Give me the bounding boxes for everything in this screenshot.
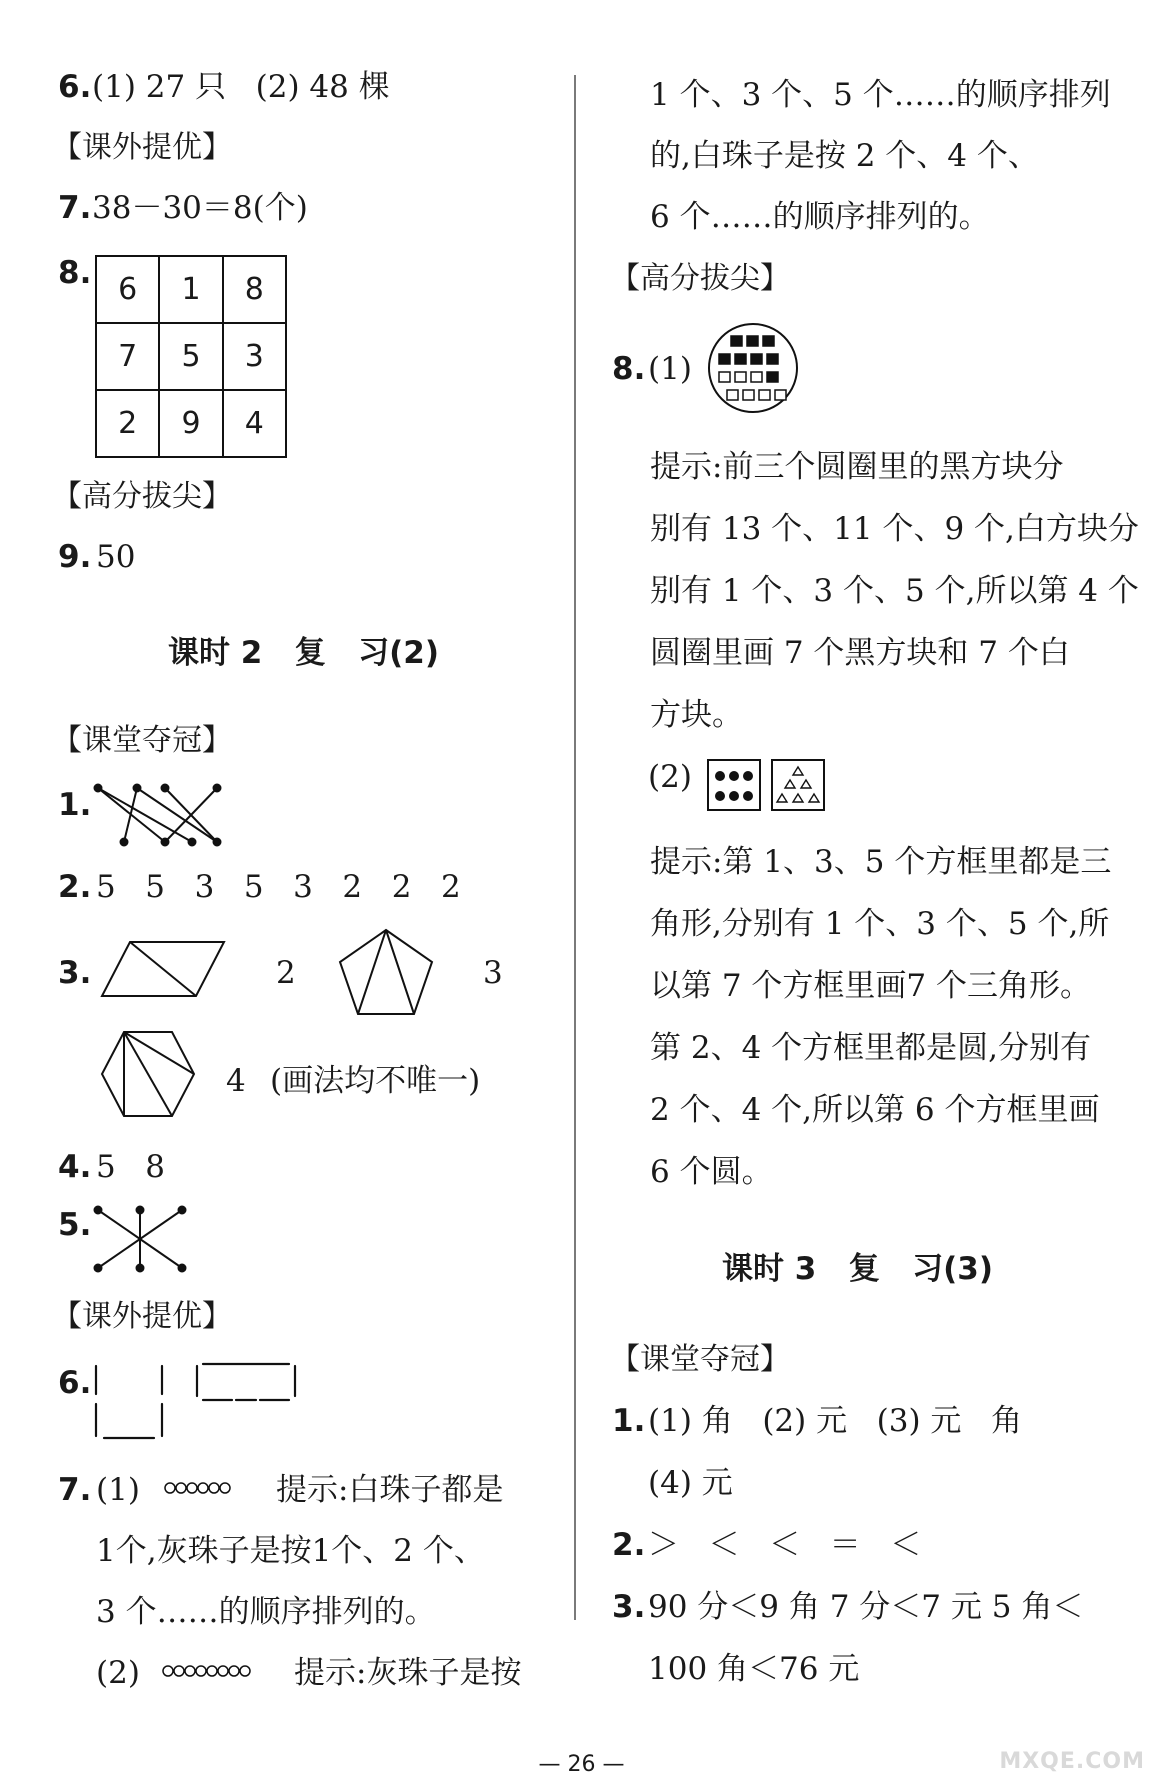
grid-cell: 7: [96, 323, 159, 390]
column-divider: [574, 75, 576, 1620]
answer-text: 1个,灰珠子是按1个、2 个、: [96, 1533, 485, 1569]
hint-line: 别有 13 个、11 个、9 个,白方块分: [650, 511, 1139, 547]
watermark: MXQE.COM: [999, 1749, 1145, 1774]
section-heading: 【高分拔尖】: [610, 261, 790, 296]
section-heading: 【课堂夺冠】: [610, 1342, 790, 1377]
answer-text: 6 个……的顺序排列的。: [650, 199, 990, 235]
answer-text: 提示:灰珠子是按: [294, 1655, 522, 1691]
item-number: 5.: [58, 1207, 92, 1243]
answer-text: (1) 角 (2) 元 (3) 元 角: [648, 1403, 1022, 1439]
answer-text: (1): [648, 351, 692, 387]
answer-text: 3: [483, 955, 503, 991]
section-heading: 【高分拔尖】: [52, 479, 232, 514]
item-number: 4.: [58, 1149, 92, 1185]
answer-text: (1) 27 只 (2) 48 棵: [92, 69, 390, 105]
answer-text: 的,白珠子是按 2 个、4 个、: [650, 138, 1039, 174]
lesson-title: 课时 2 复 习(2): [168, 635, 440, 671]
item-number: 7.: [58, 1472, 92, 1508]
hint-line: 2 个、4 个,所以第 6 个方框里画: [650, 1092, 1100, 1128]
item-number: 8.: [612, 351, 646, 387]
item-number: 3.: [58, 955, 92, 991]
connecting-lines-figure: [92, 1202, 188, 1276]
hint-line: 以第 7 个方框里画7 个三角形。: [650, 968, 1092, 1004]
grid-cell: 3: [223, 323, 286, 390]
answer-text: 3 个……的顺序排列的。: [96, 1594, 436, 1630]
item-number: 1.: [58, 787, 92, 823]
item-number: 2.: [58, 869, 92, 905]
grid-cell: 8: [223, 256, 286, 323]
answer-text: (1): [96, 1472, 140, 1508]
answer-note: (画法均不唯一): [270, 1063, 481, 1099]
box-shapes-figure: [706, 756, 826, 814]
hint-line: 圆圈里画 7 个黑方块和 7 个白: [650, 635, 1070, 671]
section-heading: 【课堂夺冠】: [52, 723, 232, 758]
grid-cell: 2: [96, 390, 159, 457]
hint-line: 角形,分别有 1 个、3 个、5 个,所: [650, 906, 1110, 942]
grid-cell: 6: [96, 256, 159, 323]
parallelogram-figure: [100, 938, 230, 1000]
pentagon-figure: [336, 926, 436, 1018]
item-number: 9.: [58, 539, 92, 575]
bead-row-1: [164, 1480, 236, 1496]
answer-text: (2): [96, 1655, 140, 1691]
hint-line: 提示:前三个圆圈里的黑方块分: [650, 449, 1064, 485]
hint-line: 方块。: [650, 697, 743, 733]
hint-line: 提示:第 1、3、5 个方框里都是三: [650, 844, 1112, 880]
grid-cell: 4: [223, 390, 286, 457]
answer-text: 提示:白珠子都是: [276, 1472, 504, 1508]
hint-line: 第 2、4 个方框里都是圆,分别有: [650, 1030, 1092, 1066]
answer-text: 5 8: [96, 1149, 166, 1185]
answer-text: (2): [648, 759, 692, 795]
circle-squares-figure: [705, 320, 801, 416]
answer-text: (4) 元: [648, 1465, 733, 1501]
item-number: 7.: [58, 190, 92, 226]
section-heading: 【课外提优】: [52, 130, 232, 165]
page-number: — 26 —: [538, 1752, 625, 1777]
magic-square-grid: [95, 255, 287, 458]
bead-row-2: [162, 1663, 258, 1679]
item-number: 2.: [612, 1527, 646, 1563]
hexagon-figure: [98, 1028, 198, 1120]
answer-text: 2: [276, 955, 296, 991]
hint-line: 6 个圆。: [650, 1154, 773, 1190]
answer-text: 38－30＝8(个): [92, 190, 308, 226]
answer-text: 100 角＜76 元: [648, 1651, 860, 1687]
answer-text: 90 分＜9 角 7 分＜7 元 5 角＜: [648, 1589, 1084, 1625]
item-number: 6.: [58, 1365, 92, 1401]
hint-line: 别有 1 个、3 个、5 个,所以第 4 个: [650, 573, 1139, 609]
grid-cell: 5: [159, 323, 222, 390]
grid-cell: 1: [159, 256, 222, 323]
answer-text: 4: [226, 1063, 246, 1099]
answer-text: 1 个、3 个、5 个……的顺序排列: [650, 77, 1111, 113]
item-number: 1.: [612, 1403, 646, 1439]
answer-text: 5 5 3 5 3 2 2 2: [96, 869, 461, 905]
item-number: 3.: [612, 1589, 646, 1625]
lesson-title: 课时 3 复 习(3): [722, 1251, 994, 1287]
item-number: 8.: [58, 255, 92, 291]
matchstick-figures: [92, 1360, 302, 1442]
item-number: 6.: [58, 69, 92, 105]
matching-lines-figure: [92, 780, 232, 850]
answer-text: 50: [96, 539, 136, 575]
answer-text: ＞ ＜ ＜ ＝ ＜: [648, 1527, 922, 1563]
grid-cell: 9: [159, 390, 222, 457]
section-heading: 【课外提优】: [52, 1299, 232, 1334]
